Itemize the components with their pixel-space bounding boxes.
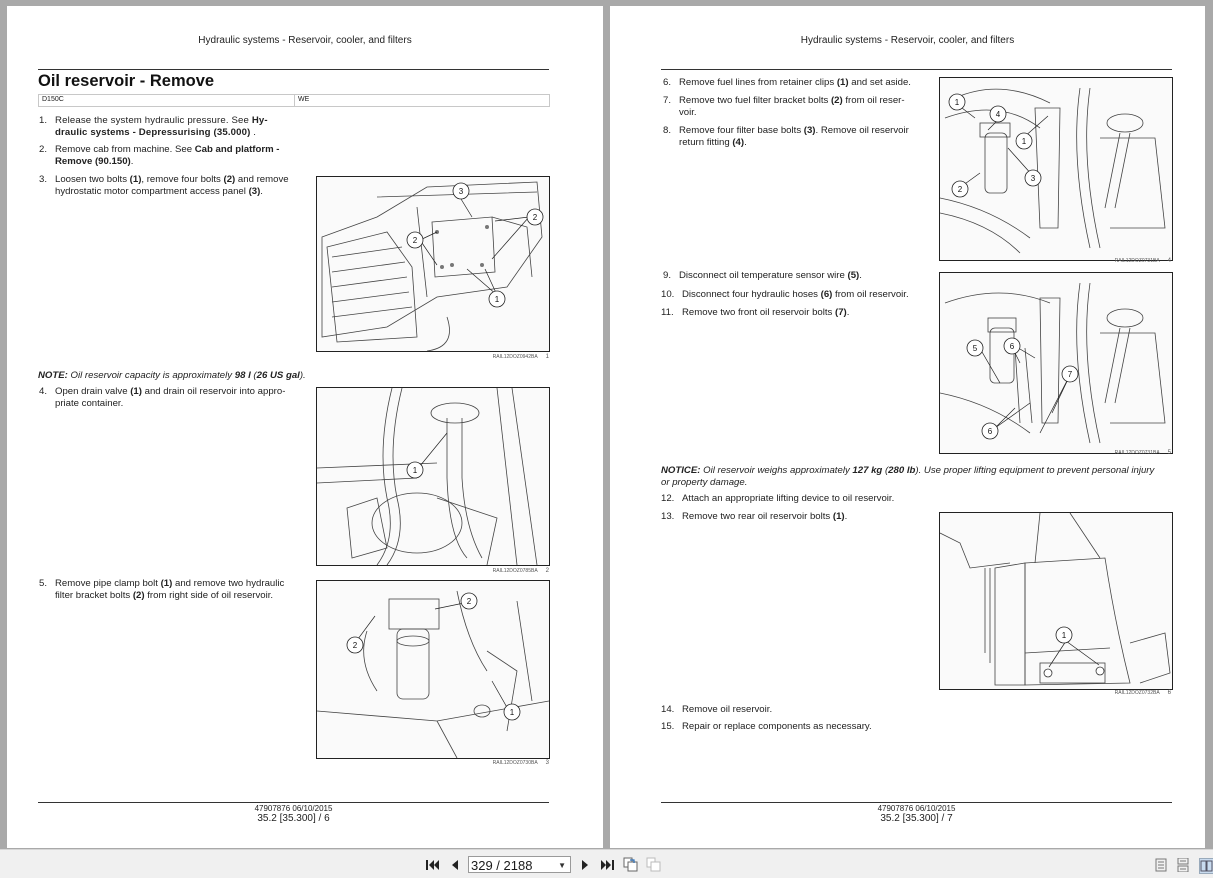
note-text: (: [250, 370, 257, 381]
svg-text:4: 4: [995, 110, 1001, 119]
fuel-filter-illustration: [940, 78, 1172, 260]
footer-rule: [38, 802, 549, 803]
doc-number: 47907876 06/10/2015: [877, 804, 956, 813]
step-number: 10.: [661, 289, 675, 300]
step-text: return fitting: [679, 136, 733, 148]
svg-text:6: 6: [987, 427, 993, 436]
note-value: 26 US gal: [256, 370, 300, 381]
notice-label: NOTICE:: [661, 465, 701, 476]
footer-rule: [661, 802, 1172, 803]
step-text: Remove two front oil reservoir bolts: [682, 307, 836, 318]
page-number: 35.2 [35.300] / 6: [257, 813, 330, 824]
notice-value: 127 kg: [852, 465, 883, 476]
ref-number: (2): [223, 174, 236, 185]
ref-number: (1): [130, 386, 142, 397]
last-page-icon: [601, 859, 614, 871]
step-text: .: [260, 185, 263, 197]
viewer-toolbar: [0, 849, 1213, 878]
step-number: 3.: [39, 174, 48, 185]
step-text: Loosen two bolts: [55, 174, 130, 185]
first-page-button[interactable]: [425, 857, 439, 872]
step-number: 8.: [663, 125, 672, 136]
next-page-button[interactable]: [580, 857, 590, 872]
svg-text:1: 1: [1021, 137, 1027, 146]
notice: [661, 465, 1181, 489]
step-text: Remove pipe clamp bolt: [55, 578, 161, 589]
step-text: Attach an appropriate lifting device to oil reservoir.: [682, 493, 895, 504]
title-rule: [38, 69, 549, 70]
figure-2-caption: [427, 568, 549, 574]
page-footer: [661, 804, 1172, 824]
last-page-button[interactable]: [600, 857, 614, 872]
step-14: [661, 704, 961, 716]
access-panel-illustration: [317, 177, 549, 351]
svg-text:6: 6: [1009, 342, 1015, 351]
step-2: [39, 144, 299, 168]
doc-number: 47907876 06/10/2015: [254, 804, 333, 813]
svg-text:1: 1: [1061, 631, 1067, 640]
step-number: 12.: [661, 493, 675, 504]
step-7: [663, 95, 933, 119]
model-cell: D150C: [39, 95, 295, 106]
ref-number: (1): [832, 511, 845, 522]
svg-text:2: 2: [352, 641, 358, 650]
ref-number: (5): [847, 270, 860, 281]
step-11: [661, 307, 931, 319]
figure-1-access-panel: [316, 176, 550, 352]
step-text: and set aside.: [848, 77, 911, 88]
svg-text:1: 1: [494, 295, 500, 304]
svg-text:2: 2: [412, 236, 418, 245]
step-number: 4.: [39, 386, 48, 397]
step-1: [39, 115, 299, 139]
step-text: Remove four filter base bolts: [679, 125, 804, 136]
dropdown-arrow-icon: ▼: [558, 861, 566, 870]
step-number: 6.: [663, 77, 672, 88]
svg-text:2: 2: [466, 597, 472, 606]
step-number: 2.: [39, 144, 48, 155]
note-text: Oil reservoir capacity is approximately: [67, 370, 235, 381]
link-cab-platform-remove-cont[interactable]: Remove (90.150): [55, 155, 131, 167]
step-text: Repair or replace components as necessary.: [682, 721, 872, 732]
svg-text:2: 2: [532, 213, 538, 222]
ref-number: (1): [836, 77, 849, 88]
step-text: from oil reser-: [842, 95, 905, 106]
running-head: Hydraulic systems - Reservoir, cooler, and filters: [198, 35, 412, 46]
notice-text: or property damage.: [661, 477, 748, 488]
step-text: Remove two fuel filter bracket bolts: [679, 95, 831, 106]
figure-6-rear-bolts: [939, 512, 1173, 690]
figure-code: RAIL12DOZ0731BA: [1114, 450, 1160, 456]
notice-text: ). Use proper lifting equipment to prevent personal injury: [915, 465, 1155, 476]
rear-bolts-illustration: [940, 513, 1172, 689]
note: [38, 370, 306, 382]
figure-5-caption: [1050, 450, 1171, 456]
svg-text:2: 2: [957, 185, 963, 194]
svg-text:1: 1: [509, 708, 515, 717]
step-text: from oil reservoir.: [832, 289, 909, 300]
step-number: 1.: [39, 115, 48, 126]
svg-text:3: 3: [458, 187, 464, 196]
drain-valve-illustration: [317, 388, 549, 565]
step-text: .: [744, 136, 747, 148]
back-view-icon: [623, 857, 638, 872]
step-6: [663, 77, 933, 89]
ref-number: (2): [132, 589, 145, 601]
step-5: [39, 578, 309, 602]
step-text: Disconnect oil temperature sensor wire: [679, 270, 848, 281]
filter-bracket-illustration: [317, 581, 549, 758]
figure-code: RAIL12DOZ0942BA: [492, 354, 538, 360]
ref-number: (3): [803, 125, 816, 136]
notice-text: Oil reservoir weighs approximately: [700, 465, 853, 476]
figure-code: RAIL12DOZ0731BA: [1114, 258, 1160, 264]
svg-text:7: 7: [1067, 370, 1073, 379]
figure-3-caption: [427, 760, 549, 766]
previous-page-button[interactable]: [450, 857, 460, 872]
ref-number: (2): [830, 95, 843, 106]
step-number: 7.: [663, 95, 672, 106]
figure-1-caption: [427, 354, 549, 360]
step-15: [661, 721, 961, 733]
note-label: NOTE:: [38, 370, 68, 381]
step-text: priate container.: [55, 397, 124, 409]
two-page-icon: [1200, 859, 1213, 873]
step-text: .: [250, 126, 257, 138]
step-number: 14.: [661, 704, 675, 715]
note-text: ).: [299, 370, 306, 381]
step-text: Remove oil reservoir.: [682, 704, 773, 715]
ref-number: (3): [248, 185, 261, 197]
step-number: 13.: [661, 511, 675, 522]
page-number-dropdown[interactable]: [468, 856, 571, 873]
step-text: from right side of oil reservoir.: [144, 589, 274, 601]
step-text: Disconnect four hydraulic hoses: [682, 289, 821, 300]
link-hydraulic-depressurising[interactable]: Hy-: [251, 115, 268, 126]
model-table: [38, 94, 550, 107]
step-text: Release the system hydraulic pressure. See: [55, 115, 252, 126]
page-number: 35.2 [35.300] / 7: [880, 813, 953, 824]
ref-number: (6): [820, 289, 833, 300]
single-page-icon: [1155, 858, 1167, 872]
step-text: and remove two hydraulic: [172, 578, 285, 589]
next-page-icon: [581, 859, 589, 871]
step-text: .: [844, 511, 848, 522]
right-page: [610, 6, 1205, 848]
figure-number: 5: [1167, 450, 1171, 456]
back-view-button[interactable]: [622, 857, 638, 872]
step-10: [661, 289, 931, 301]
figure-number: 1: [545, 354, 549, 360]
figure-code: RAIL12DOZ0732BA: [1114, 690, 1160, 696]
step-9: [661, 270, 931, 282]
step-text: Remove cab from machine. See: [55, 144, 195, 155]
step-text: .: [846, 307, 850, 318]
note-value: 98 l: [234, 370, 251, 381]
step-text: filter bracket bolts: [55, 589, 133, 601]
first-page-icon: [426, 859, 439, 871]
continuous-page-icon: [1177, 858, 1189, 872]
notice-text: (: [882, 465, 889, 476]
page-footer: [38, 804, 549, 824]
running-head: Hydraulic systems - Reservoir, cooler, and filters: [800, 35, 1015, 46]
svg-text:1: 1: [412, 466, 418, 475]
step-text: .: [859, 270, 862, 281]
step-8: [663, 125, 933, 149]
forward-view-button[interactable]: [645, 857, 661, 872]
step-4: [39, 386, 299, 410]
step-text: , remove four bolts: [141, 174, 224, 185]
step-number: 15.: [661, 721, 675, 732]
figure-2-drain-valve: [316, 387, 550, 566]
link-hydraulic-depressurising-cont[interactable]: draulic systems - Depressurising (35.000): [55, 126, 251, 138]
figure-4-fuel-filter: [939, 77, 1173, 261]
svg-text:1: 1: [954, 98, 960, 107]
step-number: 9.: [663, 270, 672, 281]
left-page: [7, 6, 603, 848]
step-12: [661, 493, 961, 505]
step-text: and drain oil reservoir into appro-: [141, 386, 286, 397]
figure-code: RAIL12DOZ0730BA: [492, 760, 538, 766]
page-title: Oil reservoir - Remove: [38, 72, 215, 90]
step-13: [661, 511, 931, 523]
step-text: . Remove oil reservoir: [815, 125, 909, 136]
step-text: Remove two rear oil reservoir bolts: [682, 511, 833, 522]
single-page-view-button[interactable]: [1155, 858, 1167, 872]
page-indicator: 329 / 2188: [471, 858, 533, 873]
ref-number: (4): [732, 136, 745, 148]
step-number: 5.: [39, 578, 48, 589]
svg-text:3: 3: [1030, 174, 1036, 183]
step-text: hydrostatic motor compartment access panel: [55, 185, 249, 197]
step-text: Open drain valve: [55, 386, 131, 397]
step-text: .: [130, 155, 134, 167]
title-rule: [661, 69, 1172, 70]
figure-number: 3: [545, 760, 549, 766]
hydraulic-hoses-illustration: [940, 273, 1172, 453]
ref-number: (1): [160, 578, 173, 589]
svg-text:5: 5: [972, 344, 978, 353]
figure-number: 4: [1167, 258, 1171, 264]
figure-4-caption: [1050, 258, 1171, 264]
step-text: and remove: [235, 174, 289, 185]
notice-value: 280 lb: [888, 465, 916, 476]
figure-3-filter-bracket: [316, 580, 550, 759]
step-text: voir.: [679, 106, 697, 118]
region-cell: WE: [298, 96, 310, 103]
step-text: Remove fuel lines from retainer clips: [679, 77, 837, 88]
previous-page-icon: [451, 859, 459, 871]
figure-number: 6: [1167, 690, 1171, 696]
ref-number: (7): [835, 307, 847, 318]
step-number: 11.: [661, 307, 674, 318]
figure-number: 2: [545, 568, 549, 574]
link-cab-platform-remove[interactable]: Cab and platform -: [194, 144, 280, 155]
forward-view-icon: [646, 857, 661, 872]
figure-6-caption: [1050, 690, 1171, 696]
ref-number: (1): [129, 174, 142, 185]
continuous-view-button[interactable]: [1177, 858, 1189, 872]
figure-5-hydraulic-hoses: [939, 272, 1173, 454]
step-3: [39, 174, 309, 198]
figure-code: RAIL12DOZ0785BA: [492, 568, 538, 574]
two-page-view-button[interactable]: [1199, 858, 1213, 874]
